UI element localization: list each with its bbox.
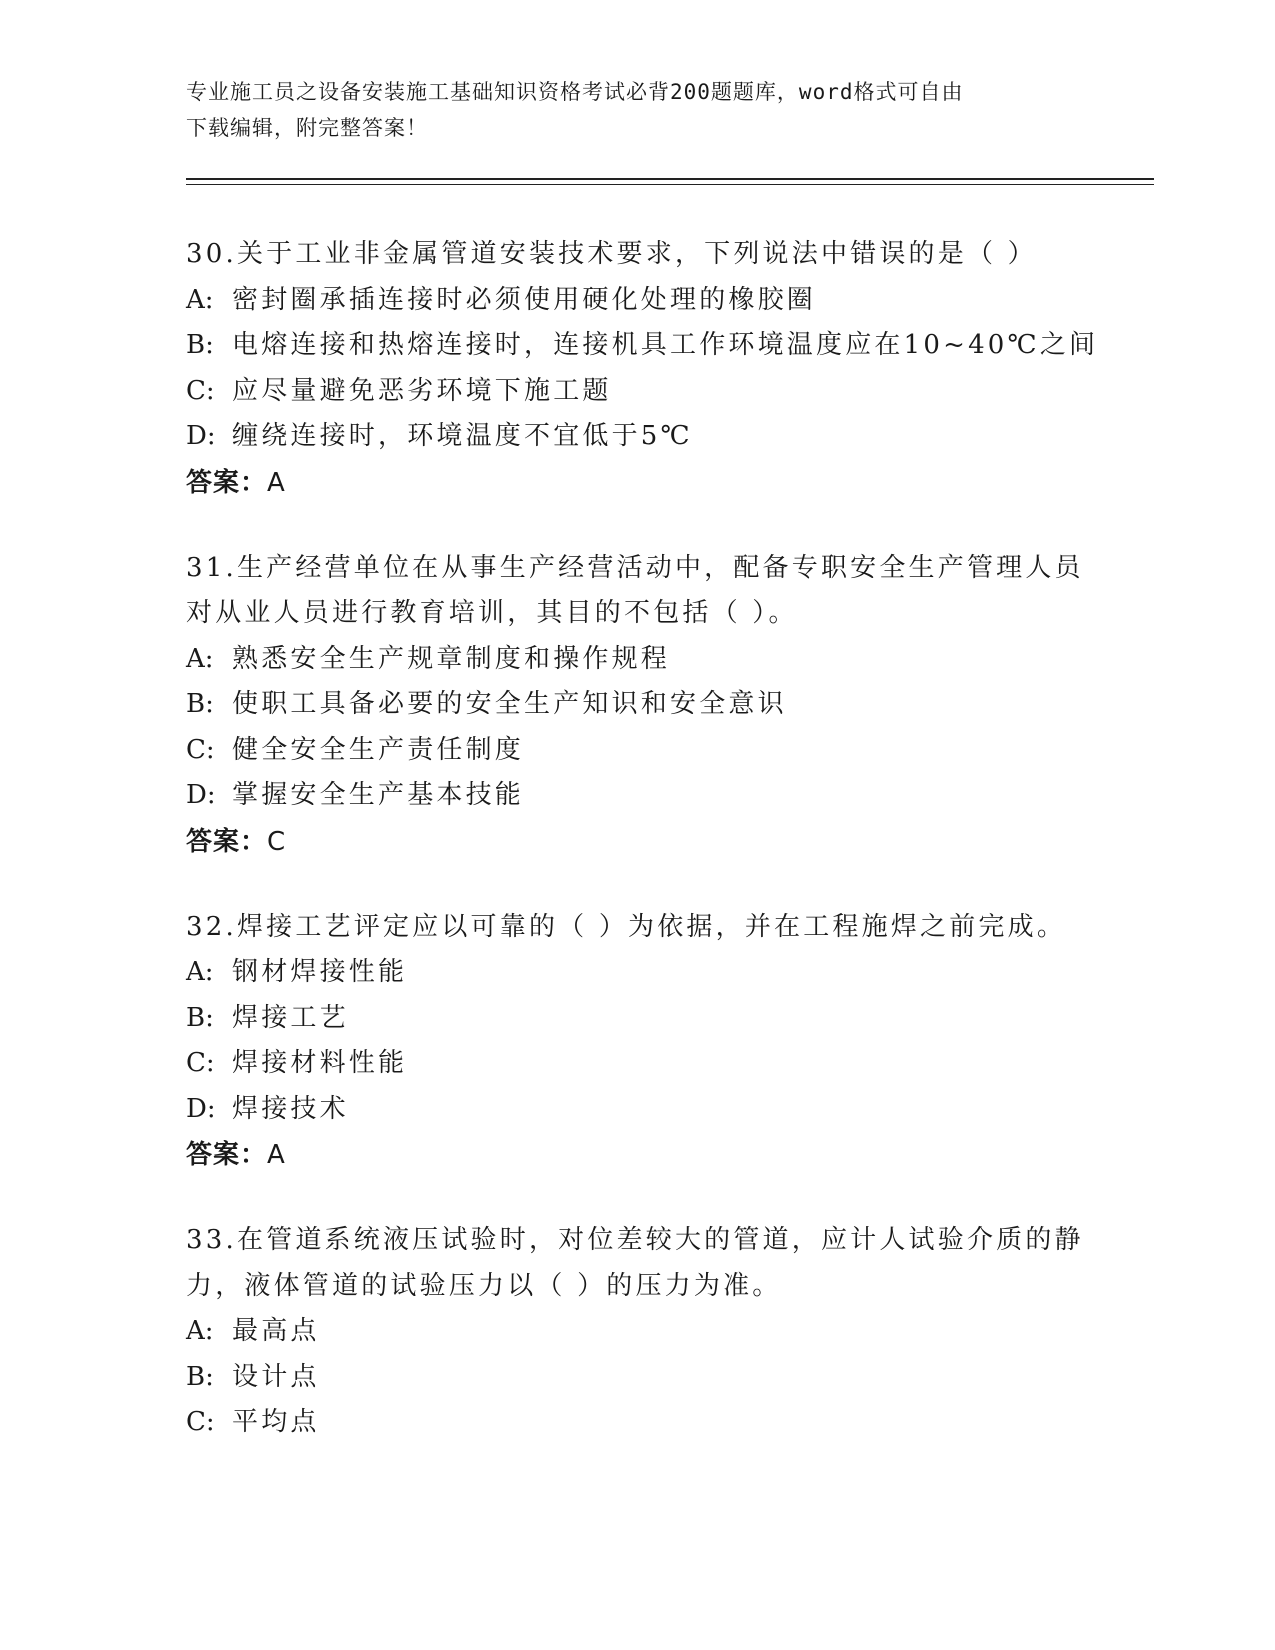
answer-value: A [267,1140,286,1170]
option-key: A: [186,1316,214,1346]
option-key: B: [186,1361,214,1392]
option-text: 焊接材料性能 [232,1048,408,1078]
option-text: 平均点 [232,1407,320,1437]
option-text: 应尽量避免恶劣环境下施工题 [232,375,612,406]
option-key: B: [186,330,214,360]
answer-line [186,1132,1106,1178]
header-line-2: 下载编辑，附完整答案！ [186,116,428,140]
option-key: A: [186,284,214,315]
option-c [186,728,1106,774]
option-b [186,1355,1106,1401]
option-c [186,1041,1106,1087]
option-text: 掌握安全生产基本技能 [232,780,525,810]
option-text: 健全安全生产责任制度 [232,734,525,765]
option-key: D: [186,1093,216,1124]
question-text: 31.生产经营单位在从事生产经营活动中，配备专职安全生产管理人员 [186,552,1084,583]
option-text: 密封圈承插连接时必须使用硬化处理的橡胶圈 [232,284,817,315]
option-text: 焊接技术 [232,1093,349,1124]
answer-line [186,460,1106,506]
question-text: 32.焊接工艺评定应以可靠的（ ）为依据，并在工程施焊之前完成。 [186,911,1067,942]
question-text: 30.关于工业非金属管道安装技术要求，下列说法中错误的是（ ） [186,239,1037,269]
answer-value: A [267,467,286,498]
option-key: C: [186,375,215,406]
option-text: 最高点 [232,1316,320,1346]
question-text: 33.在管道系统液压试验时，对位差较大的管道，应计人试验介质的静 [186,1225,1084,1255]
option-key: D: [186,780,216,810]
question-31 [186,546,1106,865]
answer-label: 答案： [186,1140,268,1170]
option-text: 使职工具备必要的安全生产知识和安全意识 [232,689,787,719]
header-line-1: 专业施工员之设备安装施工基础知识资格考试必背200题题库，word格式可自由 [186,80,964,104]
option-text: 钢材焊接性能 [232,957,408,987]
option-text: 设计点 [232,1361,320,1392]
option-key: A: [186,957,214,987]
question-list [186,232,1106,1486]
question-33 [186,1218,1106,1446]
option-a [186,278,1106,324]
answer-value: C [267,826,287,857]
option-key: D: [186,421,216,451]
question-30 [186,232,1106,506]
option-b [186,323,1106,369]
option-d [186,1087,1106,1133]
option-b [186,996,1106,1042]
answer-line [186,819,1106,865]
option-c [186,1400,1106,1446]
option-d [186,773,1106,819]
option-key: C: [186,1407,215,1437]
option-key: B: [186,1002,214,1033]
question-text-continued: 力，液体管道的试验压力以（ ）的压力为准。 [186,1270,782,1301]
document-header [186,74,1086,146]
option-d [186,414,1106,460]
option-b [186,682,1106,728]
option-a [186,950,1106,996]
option-text: 缠绕连接时，环境温度不宜低于5℃ [232,421,693,451]
option-a [186,1309,1106,1355]
option-text: 电熔连接和热熔连接时，连接机具工作环境温度应在10~40℃之间 [232,330,1099,360]
option-key: C: [186,1048,215,1078]
header-divider-bottom [186,184,1154,185]
option-text: 熟悉安全生产规章制度和操作规程 [232,643,671,674]
answer-label: 答案： [186,467,268,498]
option-text: 焊接工艺 [232,1002,349,1033]
option-key: C: [186,734,215,765]
header-divider-top [186,178,1154,180]
option-c [186,369,1106,415]
option-key: B: [186,689,214,719]
question-32 [186,905,1106,1179]
question-text-continued: 对从业人员进行教育培训，其目的不包括（ ）。 [186,598,798,628]
option-a [186,637,1106,683]
answer-label: 答案： [186,826,268,857]
option-key: A: [186,643,214,674]
